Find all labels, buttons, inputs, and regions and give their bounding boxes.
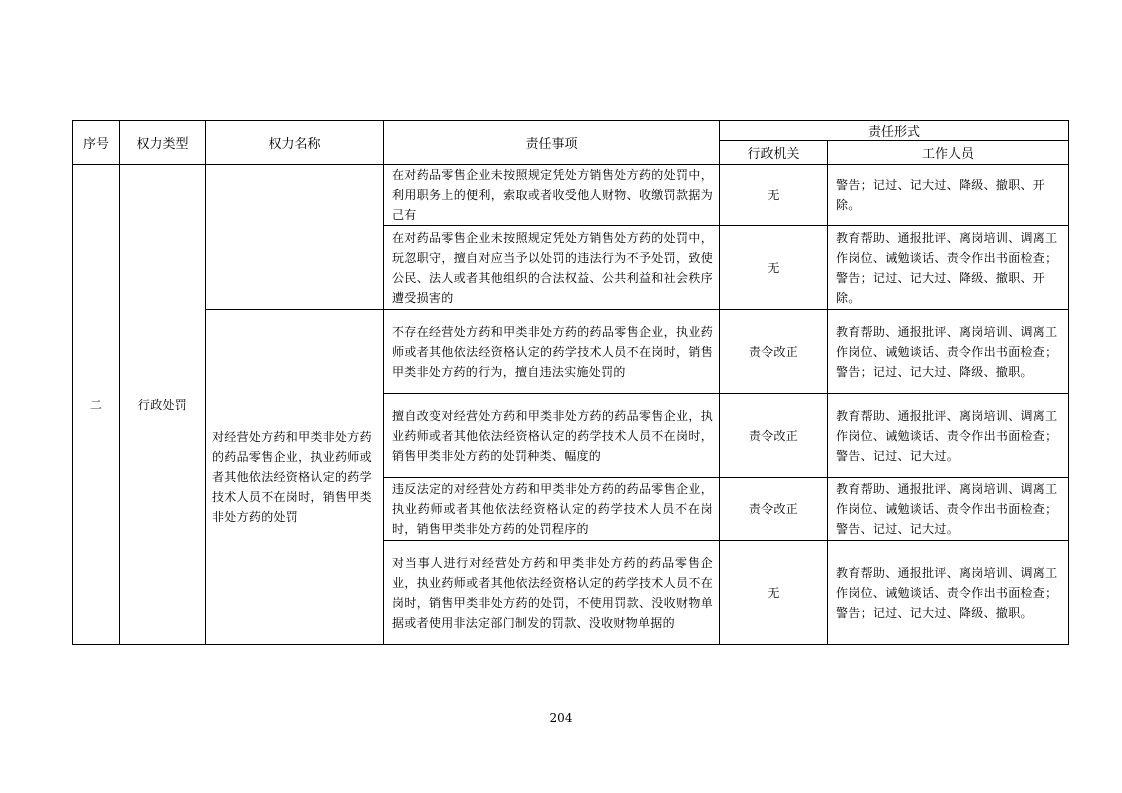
responsibility-item: 在对药品零售企业未按照规定凭处方销售处方药的处罚中，利用职务上的便利，索取或者收受他人财物、收缴罚款据为己有 <box>384 165 720 226</box>
staff-cell: 教育帮助、通报批评、离岗培训、调离工作岗位、诫勉谈话、责令作出书面检查；警告；记过、记大过、降级、撤职。 <box>828 310 1069 394</box>
header-power-type: 权力类型 <box>120 121 206 165</box>
responsibility-table <box>72 120 1069 645</box>
responsibility-item: 在对药品零售企业未按照规定凭处方销售处方药的处罚中，玩忽职守，擅自对应当予以处罚的违法行为不予处罚，致使公民、法人或者其他组织的合法权益、公共利益和社会秩序遭受损害的 <box>384 226 720 310</box>
responsibility-item: 不存在经营处方药和甲类非处方药的药品零售企业，执业药师或者其他依法经资格认定的药学技术人员不在岗时，销售甲类非处方药的行为，擅自违法实施处罚的 <box>384 310 720 394</box>
seq-cell: 二 <box>73 165 120 645</box>
staff-cell: 教育帮助、通报批评、离岗培训、调离工作岗位、诫勉谈话、责令作出书面检查；警告、记过、记大过。 <box>828 478 1069 541</box>
agency-cell: 责令改正 <box>720 478 828 541</box>
staff-cell: 教育帮助、通报批评、离岗培训、调离工作岗位、诫勉谈话、责令作出书面检查；警告；记过、记大过、降级、撤职。 <box>828 541 1069 645</box>
header-agency: 行政机关 <box>720 141 828 165</box>
agency-cell: 责令改正 <box>720 310 828 394</box>
staff-cell: 警告；记过、记大过、降级、撤职、开除。 <box>828 165 1069 226</box>
agency-cell: 责令改正 <box>720 394 828 478</box>
staff-cell: 教育帮助、通报批评、离岗培训、调离工作岗位、诫勉谈话、责令作出书面检查；警告；记过、记大过、降级、撤职、开除。 <box>828 226 1069 310</box>
agency-cell: 无 <box>720 226 828 310</box>
header-form: 责任形式 <box>720 121 1069 141</box>
header-responsibility: 责任事项 <box>384 121 720 165</box>
header-staff: 工作人员 <box>828 141 1069 165</box>
staff-cell: 教育帮助、通报批评、离岗培训、调离工作岗位、诫勉谈话、责令作出书面检查；警告、记过、记大过。 <box>828 394 1069 478</box>
power-name-cell-1 <box>206 165 384 310</box>
power-type-cell: 行政处罚 <box>120 165 206 645</box>
page-number: 204 <box>549 711 573 725</box>
header-power-name: 权力名称 <box>206 121 384 165</box>
header-seq: 序号 <box>73 121 120 165</box>
responsibility-item: 擅自改变对经营处方药和甲类非处方药的药品零售企业，执业药师或者其他依法经资格认定的药学技术人员不在岗时，销售甲类非处方药的处罚种类、幅度的 <box>384 394 720 478</box>
agency-cell: 无 <box>720 541 828 645</box>
power-name-cell-2: 对经营处方药和甲类非处方药的药品零售企业，执业药师或者其他依法经资格认定的药学技术人员不在岗时，销售甲类非处方药的处罚 <box>206 310 384 645</box>
responsibility-item: 违反法定的对经营处方药和甲类非处方药的药品零售企业，执业药师或者其他依法经资格认定的药学技术人员不在岗时，销售甲类非处方药的处罚程序的 <box>384 478 720 541</box>
responsibility-item: 对当事人进行对经营处方药和甲类非处方药的药品零售企业，执业药师或者其他依法经资格认定的药学技术人员不在岗时，销售甲类非处方药的处罚，不使用罚款、没收财物单据或者使用非法定部门制发的罚款、没收财物单据的 <box>384 541 720 645</box>
agency-cell: 无 <box>720 165 828 226</box>
